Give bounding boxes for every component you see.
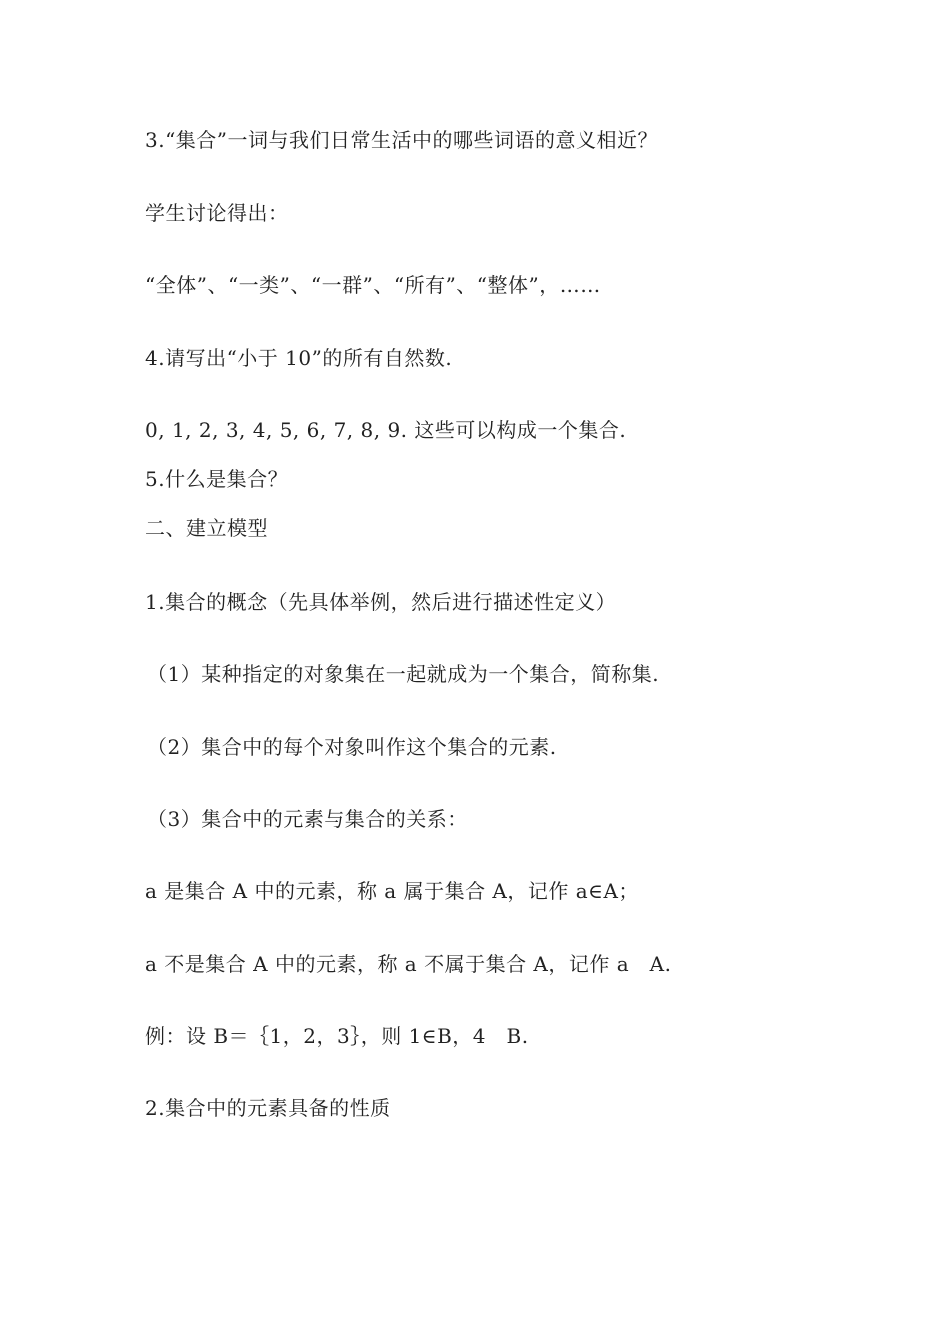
question-5: 5.什么是集合？ [145,467,289,491]
belongs-relation: a 是集合 A 中的元素，称 a 属于集合 A，记作 a∈A； [145,879,639,903]
definition-2: （2）集合中的每个对象叫作这个集合的元素. [147,735,557,759]
definition-3: （3）集合中的元素与集合的关系： [147,807,468,831]
natural-numbers-answer: 0, 1, 2, 3, 4, 5, 6, 7, 8, 9. 这些可以构成一个集合. [145,418,627,442]
definition-1: （1）某种指定的对象集在一起就成为一个集合，简称集. [147,662,660,686]
synonym-list: “全体”、“一类”、“一群”、“所有”、“整体”，…… [145,273,601,297]
properties-heading: 2.集合中的元素具备的性质 [145,1096,391,1120]
question-3: 3.“集合”一词与我们日常生活中的哪些词语的意义相近？ [145,128,659,152]
example-line: 例：设 B＝｛1，2，3｝，则 1∈B，4 B. [145,1024,529,1048]
section-heading-model: 二、建立模型 [145,516,268,540]
question-4: 4.请写出“小于 10”的所有自然数. [145,346,453,370]
student-discussion-label: 学生讨论得出： [145,201,289,225]
concept-heading: 1.集合的概念（先具体举例，然后进行描述性定义） [145,590,617,614]
not-belongs-relation: a 不是集合 A 中的元素，称 a 不属于集合 A，记作 a A. [145,952,672,976]
